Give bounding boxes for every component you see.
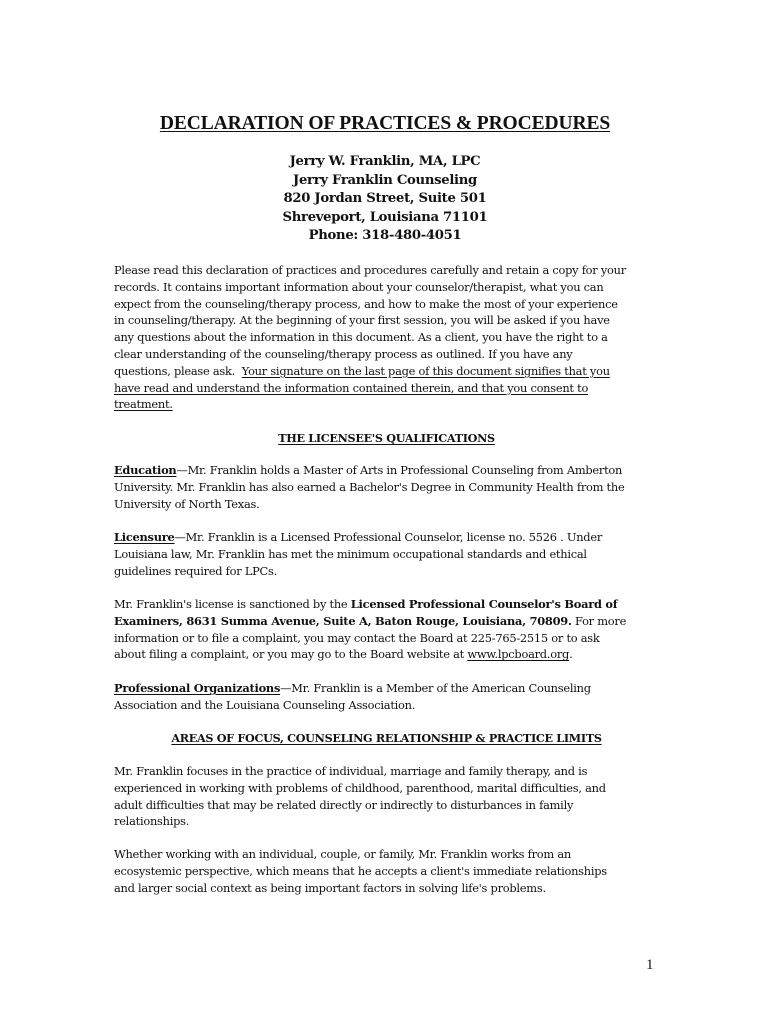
text-line: clear understanding of the counseling/therapy process as outlined. If you have any <box>114 346 573 361</box>
text-span: about filing a complaint, or you may go to the Board website at <box>114 647 468 662</box>
text-line: information or to file a complaint, you may contact the Board at 225-765-2515 or to ask <box>114 630 600 645</box>
consent-statement: treatment. <box>114 397 173 412</box>
board-name: Licensed Professional Counselor's Board of <box>350 597 618 611</box>
phone-number: Phone: 318-480-4051 <box>308 228 462 243</box>
city-state-zip: Shreveport, Louisiana 71101 <box>282 209 488 225</box>
text-line <box>114 529 659 546</box>
text-line: adult difficulties that may be related directly or indirectly to disturbances in family <box>114 797 574 812</box>
text-span: —Mr. Franklin is a Member of the American Counseling <box>280 681 591 695</box>
text-span: Mr. Franklin's license is sanctioned by the <box>114 597 351 611</box>
section-heading-focus: AREAS OF FOCUS, COUNSELING RELATIONSHIP & PRACTICE LIMITS <box>171 731 602 745</box>
education-label: Education <box>114 463 177 477</box>
text-line: Please read this declaration of practices and procedures carefully and retain a copy for your <box>114 263 626 277</box>
text-line: records. It contains important information about your counselor/therapist, what you can <box>114 279 604 294</box>
text-span: . <box>569 647 573 662</box>
consent-statement: have read and understand the information contained therein, and that you consent to <box>114 380 589 395</box>
text-line: Mr. Franklin focuses in the practice of individual, marriage and family therapy, and is <box>114 764 588 778</box>
text-line <box>114 680 659 697</box>
text-span: For more <box>571 613 627 628</box>
organizations-paragraph <box>114 680 659 714</box>
text-line: expect from the counseling/therapy process, and how to make the most of your experience <box>114 296 618 311</box>
text-line <box>114 613 659 630</box>
text-line <box>114 462 659 479</box>
text-line: in counseling/therapy. At the beginning of your first session, you will be asked if you have <box>114 313 610 328</box>
text-line: Whether working with an individual, couple, or family, Mr. Franklin works from an <box>114 847 571 861</box>
street-address: 820 Jordan Street, Suite 501 <box>283 191 487 206</box>
intro-paragraph <box>114 262 659 413</box>
page-number: 1 <box>646 957 654 973</box>
text-line: any questions about the information in this document. As a client, you have the right to a <box>114 330 608 345</box>
practitioner-name: Jerry W. Franklin, MA, LPC <box>289 154 481 169</box>
board-website-link[interactable]: www.lpcboard.org <box>467 647 570 662</box>
text-span: questions, please ask. <box>114 363 242 378</box>
licensure-label: Licensure <box>114 530 175 544</box>
text-line: University of North Texas. <box>114 496 260 511</box>
text-span: —Mr. Franklin is a Licensed Professional Counselor, license no. 5526 . Under <box>174 530 603 544</box>
systemic-paragraph <box>114 846 659 896</box>
text-line: guidelines required for LPCs. <box>114 563 277 578</box>
practitioner-header <box>0 153 770 246</box>
section-heading-qualifications: THE LICENSEE'S QUALIFICATIONS <box>278 431 495 445</box>
document-title: DECLARATION OF PRACTICES & PROCEDURES <box>159 113 611 134</box>
text-line: experienced in working with problems of childhood, parenthood, marital difficulties, and <box>114 780 606 795</box>
text-line <box>114 596 659 613</box>
text-line: Louisiana law, Mr. Franklin has met the minimum occupational standards and ethical <box>114 546 587 561</box>
text-line: relationships. <box>114 814 190 829</box>
text-span: —Mr. Franklin holds a Master of Arts in Professional Counseling from Amberton <box>176 463 623 477</box>
education-paragraph <box>114 462 659 512</box>
text-line: Association and the Louisiana Counseling Association. <box>114 697 416 712</box>
text-line: and larger social context as being important factors in solving life's problems. <box>114 880 546 895</box>
focus-paragraph <box>114 763 659 830</box>
board-paragraph <box>114 596 659 663</box>
board-address: Examiners, 8631 Summa Avenue, Suite A, Baton Rouge, Louisiana, 70809. <box>114 613 572 628</box>
practice-name: Jerry Franklin Counseling <box>293 172 477 188</box>
organizations-label: Professional Organizations <box>114 681 281 695</box>
consent-statement: Your signature on the last page of this document signifies that you <box>241 363 610 378</box>
licensure-paragraph <box>114 529 659 579</box>
text-line <box>114 363 659 380</box>
text-line: University. Mr. Franklin has also earned a Bachelor's Degree in Community Health from the <box>114 479 625 494</box>
text-line <box>114 646 659 663</box>
text-line: ecosystemic perspective, which means that he accepts a client's immediate relationships <box>114 863 607 878</box>
